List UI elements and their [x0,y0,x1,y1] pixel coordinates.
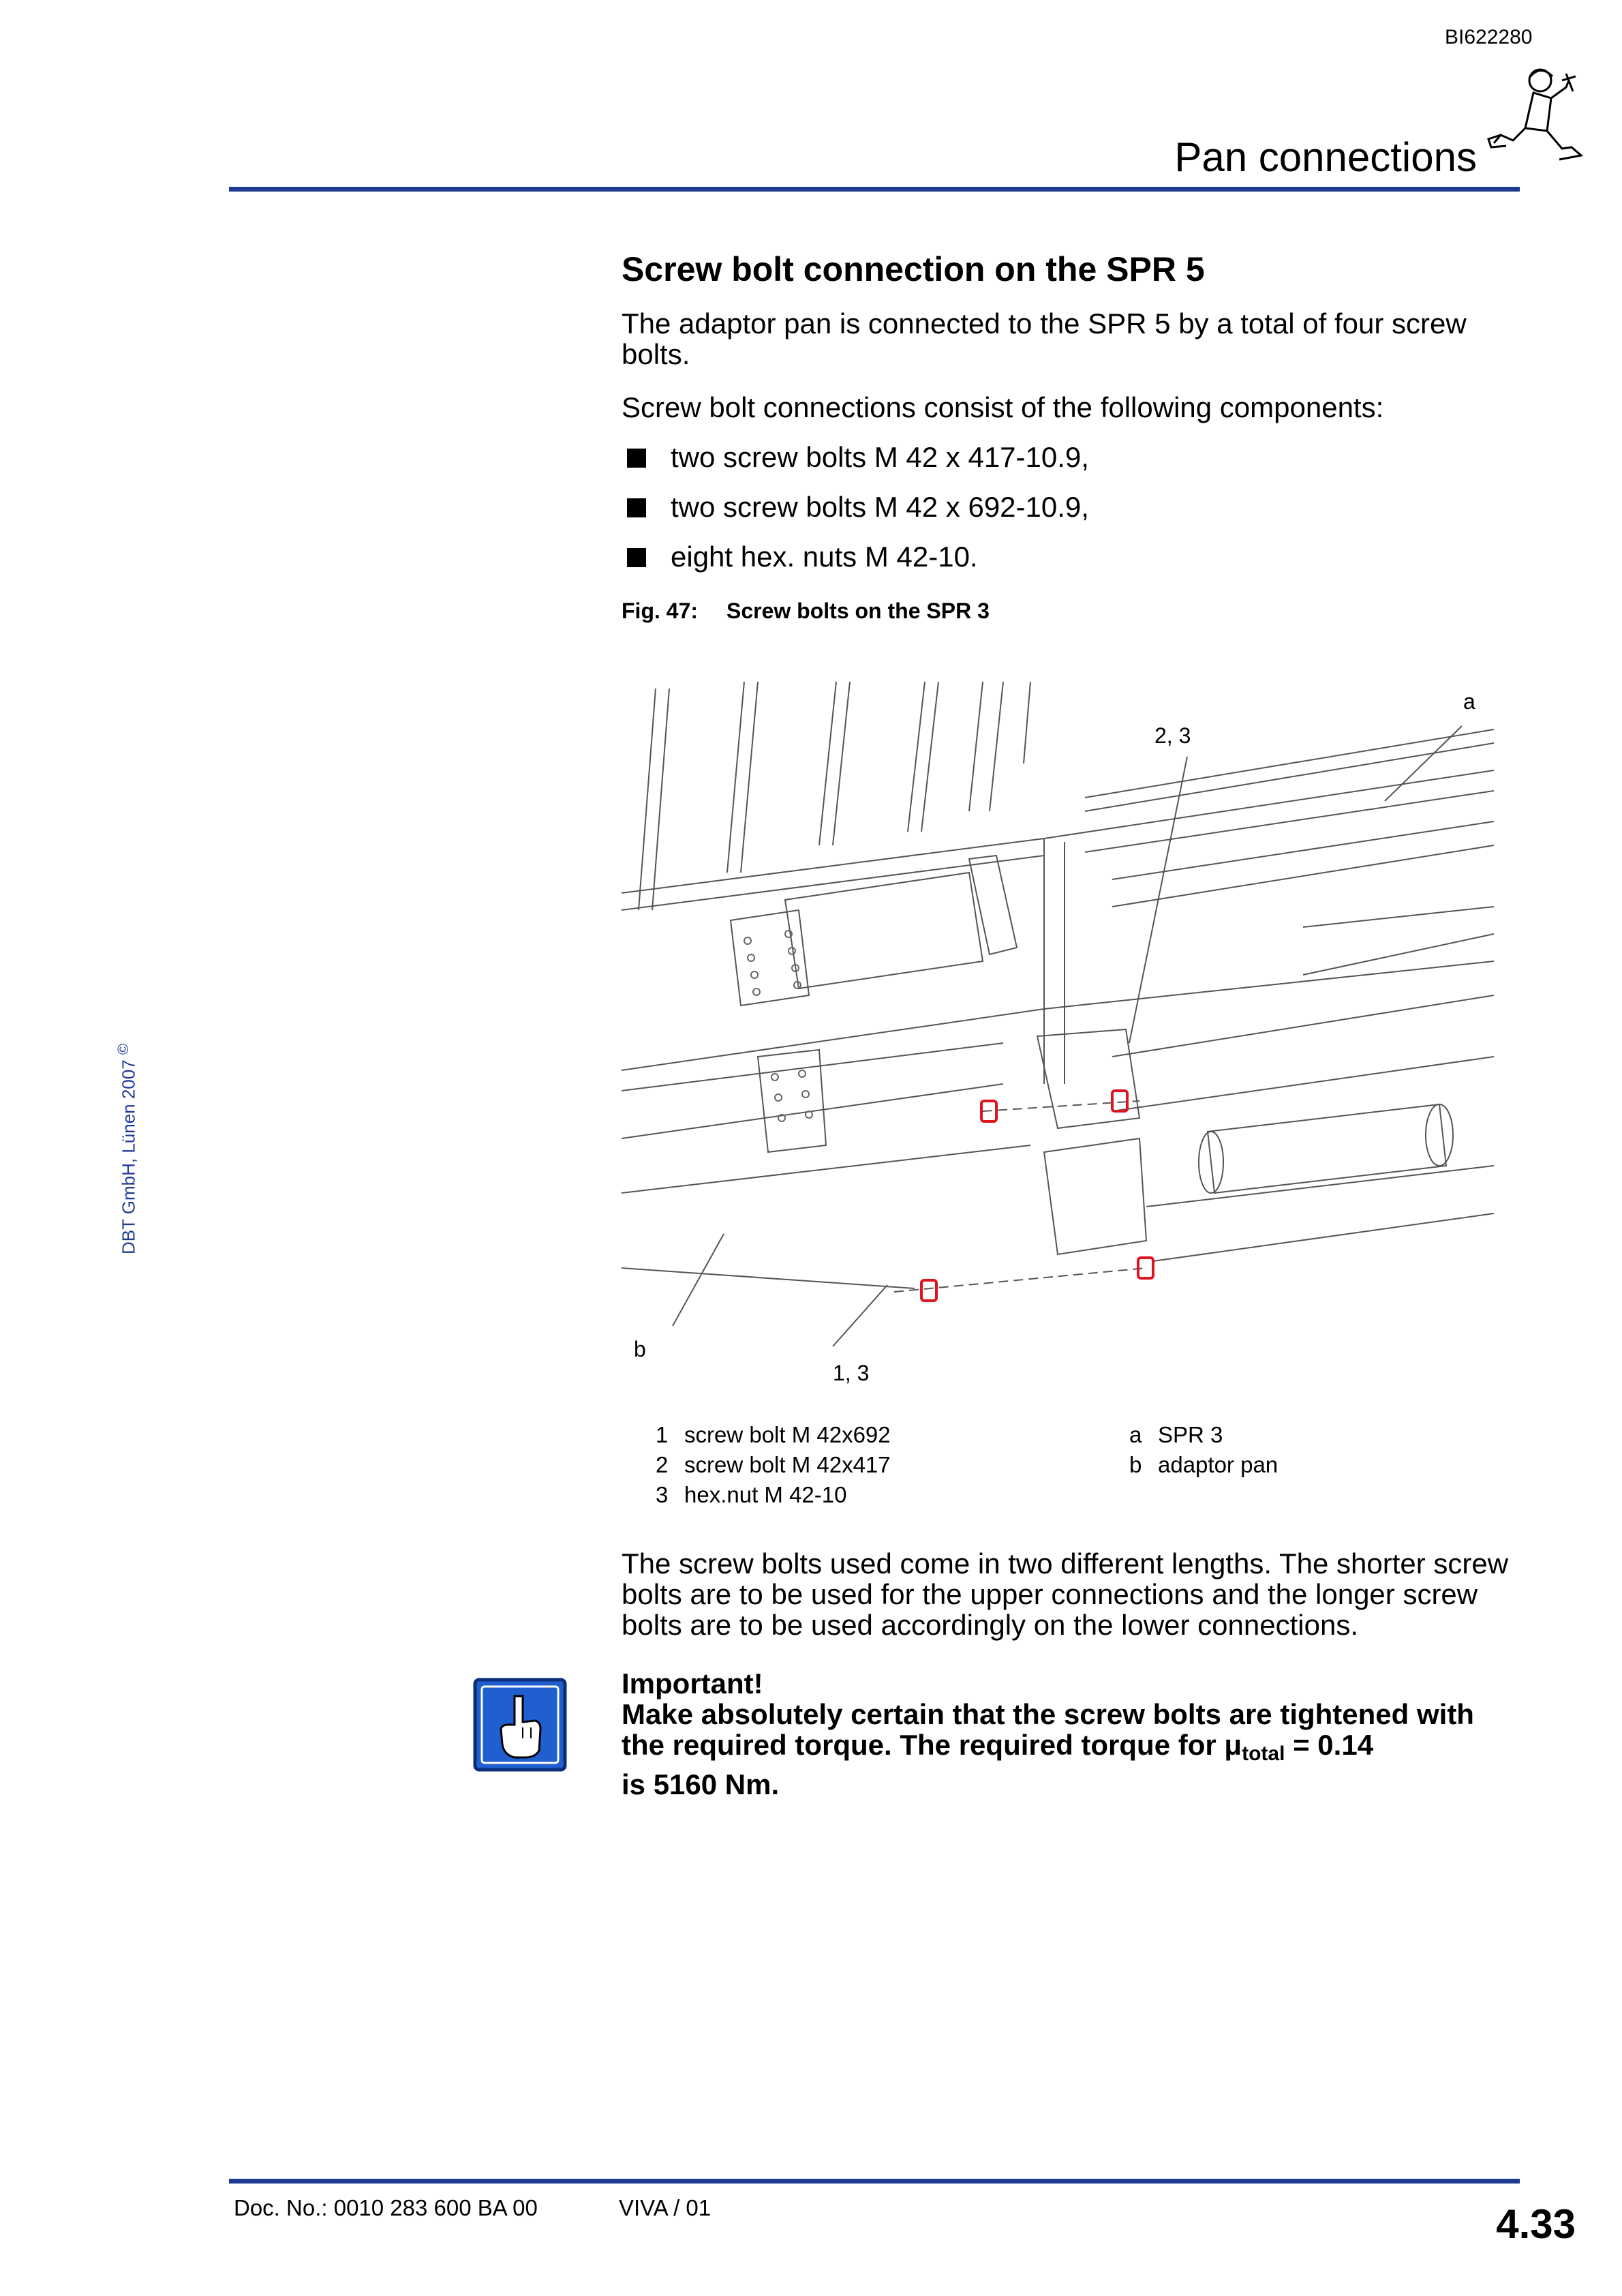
components-intro: Screw bolt connections consist of the following components: [622,391,1384,423]
section-heading: Screw bolt connection on the SPR 5 [622,250,1205,288]
copyright-note [114,1044,140,1254]
figure-title: Screw bolts on the SPR 3 [726,599,990,623]
mu-symbol: μ [1224,1729,1242,1761]
technical-drawing [622,675,1494,1398]
legend-item: b adaptor pan [1129,1452,1279,1477]
important-text: Make absolutely certain that the screw bolts are tightened with the required torque. The required torque for $\mu_{total} = 0.14$ [622,1698,1474,1765]
bolt-length-paragraph: The screw bolts used come in two different lengths. The shorter screw bolts are to be used for the upper connections and the longer screw bolts are to be used accordingly on the lower connections. [622,1547,1509,1641]
document-number: Doc. No.: 0010 283 600 BA 00 [234,2195,538,2220]
list-item: two screw bolts M 42 x 417-10.9, [622,442,1521,472]
important-torque: is 5160 Nm. [622,1768,780,1800]
label-b: b [634,1337,646,1361]
copyright-symbol: © [114,1043,132,1055]
label-1-3: 1, 3 [833,1361,870,1385]
label-a: a [1463,689,1475,714]
legend-item: a SPR 3 [1129,1422,1223,1447]
header-rule [229,187,1520,192]
legend-item: 2 screw bolt M 42x417 [656,1452,891,1477]
bullet-square-icon [627,548,646,567]
worker-icon [1486,60,1588,179]
footer-rule [229,2179,1520,2184]
intro-paragraph: The adaptor pan is connected to the SPR 5 by a total of four screw bolts. [622,307,1467,370]
legend-left [656,1420,1010,1510]
component-list [622,442,1521,591]
list-item: eight hex. nuts M 42-10. [622,541,1521,572]
version-label: VIVA / 01 [619,2195,711,2220]
figure-caption [622,599,1521,624]
bullet-square-icon [627,498,646,517]
figure-number: Fig. 47: [622,599,699,623]
copyright-text: DBT GmbH, Lünen 2007 [118,1059,139,1254]
section-title: Pan connections [1174,134,1477,180]
pointing-hand-icon [472,1677,568,1772]
important-notice [622,1668,1521,1800]
legend-right [1129,1420,1470,1480]
important-title: Important! [622,1667,763,1700]
legend-item: 1 screw bolt M 42x692 [656,1422,891,1447]
page-number: 4.33 [1496,2201,1576,2247]
label-2-3: 2, 3 [1154,723,1191,748]
mu-subscript: total [1242,1742,1285,1765]
list-item: two screw bolts M 42 x 692-10.9, [622,492,1521,522]
legend-item: 3 hex.nut M 42-10 [656,1482,847,1507]
document-id: BI622280 [1445,26,1533,48]
section-heading-block [622,250,1521,289]
bullet-square-icon [627,449,646,468]
